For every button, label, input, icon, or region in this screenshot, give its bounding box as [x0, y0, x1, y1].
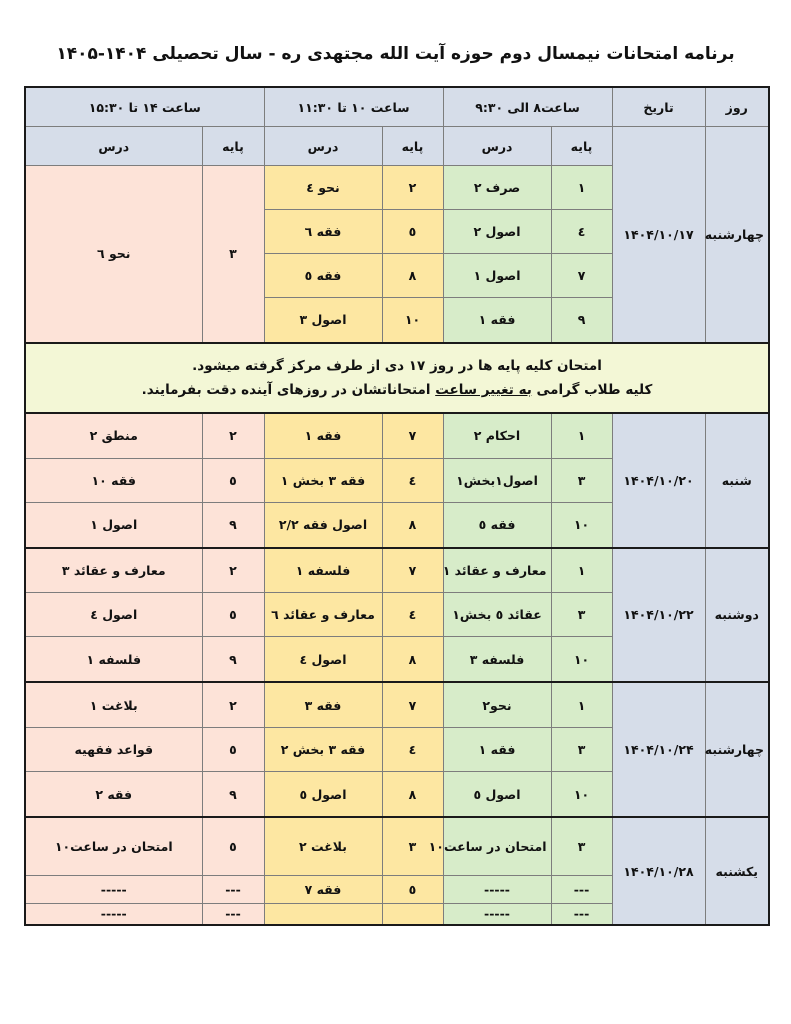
subject-cell: بلاغت ۱ — [25, 682, 202, 727]
level-cell: ٤ — [382, 458, 443, 502]
subject-cell: فلسفه ۱ — [25, 637, 202, 682]
subject-cell: صرف ۲ — [443, 166, 551, 210]
level-cell: ۲ — [382, 166, 443, 210]
date-cell: ۱۴۰۴/۱۰/۲۸ — [612, 817, 705, 925]
date-cell: ۱۴۰۴/۱۰/۲۴ — [612, 682, 705, 817]
level-cell: ۳ — [202, 166, 264, 343]
level-cell: ۷ — [382, 682, 443, 727]
subject-cell: اصول ۳ — [264, 297, 382, 342]
notice-line-1: امتحان کلیه پایه ها در روز ۱۷ دی از طرف مرکز گرفته میشود. — [192, 357, 602, 374]
level-cell: ۸ — [382, 502, 443, 547]
level-cell: ۱ — [551, 166, 612, 210]
table-row — [25, 548, 769, 593]
level-cell: ۱۰ — [551, 502, 612, 547]
subject-cell: عقائد ٥ بخش۱ — [443, 593, 551, 637]
subject-cell: ----- — [443, 903, 551, 925]
notice-underlined-text: به تغییر ساعت — [435, 381, 532, 398]
level-cell: ۲ — [202, 413, 264, 458]
level-cell: --- — [202, 875, 264, 903]
exam-schedule-table — [24, 86, 770, 926]
level-cell: ۲ — [202, 682, 264, 727]
subject-cell: فقه ۳ بخش ۲ — [264, 728, 382, 772]
date-cell: ۱۴۰۴/۱۰/۱۷ — [612, 127, 705, 343]
header-level: پایه — [551, 127, 612, 166]
notice-cell — [25, 343, 769, 413]
subject-cell: ----- — [25, 903, 202, 925]
header-subject: درس — [264, 127, 382, 166]
level-cell: ۹ — [202, 772, 264, 817]
subject-cell: معارف و عقائد ۱ — [443, 548, 551, 593]
level-cell: --- — [551, 903, 612, 925]
level-cell: ۱ — [551, 548, 612, 593]
level-cell: ۱۰ — [551, 772, 612, 817]
subject-cell: اصول ٤ — [264, 637, 382, 682]
subject-cell: بلاغت ۲ — [264, 817, 382, 875]
subject-cell: اصول ۲ — [443, 209, 551, 253]
level-cell: ۸ — [382, 637, 443, 682]
subject-cell: فقه ٦ — [264, 209, 382, 253]
level-cell: ٥ — [382, 209, 443, 253]
level-cell: ۸ — [382, 772, 443, 817]
subject-cell: فقه ۷ — [264, 875, 382, 903]
subject-cell: فقه ٥ — [443, 502, 551, 547]
subject-cell: فقه ۱ — [443, 297, 551, 342]
subject-cell: اصول ۱ — [443, 253, 551, 297]
date-cell: ۱۴۰۴/۱۰/۲۲ — [612, 548, 705, 683]
subject-cell: اصول فقه ۲/۲ — [264, 502, 382, 547]
level-cell: ۹ — [202, 637, 264, 682]
table-row — [25, 682, 769, 727]
level-cell: ٥ — [202, 458, 264, 502]
level-cell: ۳ — [551, 817, 612, 875]
day-cell: شنبه — [705, 413, 769, 548]
level-cell: ٤ — [382, 593, 443, 637]
notice-text: کلیه طلاب گرامی — [531, 381, 653, 398]
level-cell: ٥ — [382, 875, 443, 903]
level-cell: ٥ — [202, 728, 264, 772]
subject-cell: اصول۱بخش۱ — [443, 458, 551, 502]
header-level: پایه — [202, 127, 264, 166]
header-day: روز — [705, 87, 769, 127]
subject-cell: قواعد فقهیه — [25, 728, 202, 772]
subject-cell: فلسفه ۳ — [443, 637, 551, 682]
day-cell: چهارشنبه — [705, 127, 769, 343]
level-cell: ٥ — [202, 817, 264, 875]
subject-cell: فلسفه ۱ — [264, 548, 382, 593]
level-cell: ۱ — [551, 413, 612, 458]
level-cell: --- — [202, 903, 264, 925]
subject-cell: فقه ۱۰ — [25, 458, 202, 502]
subject-cell: فقه ۳ بخش ۱ — [264, 458, 382, 502]
subject-cell: منطق ۲ — [25, 413, 202, 458]
level-cell: ۱ — [551, 682, 612, 727]
subject-cell: اصول ۱ — [25, 502, 202, 547]
header-subject: درس — [443, 127, 551, 166]
subject-cell: امتحان در ساعت۱۰ — [443, 817, 551, 875]
subject-cell: نحو۲ — [443, 682, 551, 727]
level-cell: ۳ — [551, 728, 612, 772]
header-slot2: ساعت ۱۰ تا ۱۱:۳۰ — [264, 87, 443, 127]
subject-cell: نحو ٦ — [25, 166, 202, 343]
level-cell: ۱۰ — [382, 297, 443, 342]
subject-cell: اصول ٥ — [264, 772, 382, 817]
subject-cell — [264, 903, 382, 925]
day-cell: یکشنبه — [705, 817, 769, 925]
level-cell: ۱۰ — [551, 637, 612, 682]
header-row-slots — [25, 87, 769, 127]
notice-row — [25, 343, 769, 413]
level-cell: ٤ — [551, 209, 612, 253]
level-cell: ۳ — [382, 817, 443, 875]
subject-cell: نحو ٤ — [264, 166, 382, 210]
level-cell: ۸ — [382, 253, 443, 297]
level-cell: ٤ — [382, 728, 443, 772]
subject-cell: معارف و عقائد ۳ — [25, 548, 202, 593]
level-cell: ۹ — [202, 502, 264, 547]
subject-cell: فقه ۳ — [264, 682, 382, 727]
table-row — [25, 817, 769, 875]
subject-cell: معارف و عقائد ٦ — [264, 593, 382, 637]
level-cell: ۲ — [202, 548, 264, 593]
header-row-columns — [25, 127, 769, 166]
day-cell: دوشنبه — [705, 548, 769, 683]
level-cell: --- — [551, 875, 612, 903]
subject-cell: فقه ۲ — [25, 772, 202, 817]
notice-line-2 — [30, 378, 764, 402]
level-cell: ۷ — [382, 413, 443, 458]
level-cell: ٥ — [202, 593, 264, 637]
level-cell — [382, 903, 443, 925]
level-cell: ۷ — [551, 253, 612, 297]
level-cell: ۷ — [382, 548, 443, 593]
header-date: تاریخ — [612, 87, 705, 127]
subject-cell: ----- — [443, 875, 551, 903]
subject-cell: فقه ۱ — [443, 728, 551, 772]
subject-cell: فقه ٥ — [264, 253, 382, 297]
header-slot3: ساعت ۱۴ تا ۱۵:۳۰ — [25, 87, 264, 127]
level-cell: ۳ — [551, 458, 612, 502]
level-cell: ۹ — [551, 297, 612, 342]
subject-cell: ----- — [25, 875, 202, 903]
header-level: پایه — [382, 127, 443, 166]
header-slot1: ساعت۸ الی ۹:۳۰ — [443, 87, 612, 127]
subject-cell: اصول ٤ — [25, 593, 202, 637]
subject-cell: فقه ۱ — [264, 413, 382, 458]
day-cell: چهارشنبه — [705, 682, 769, 817]
subject-cell: امتحان در ساعت۱۰ — [25, 817, 202, 875]
subject-cell: اصول ٥ — [443, 772, 551, 817]
notice-text: امتحاناتشان در روزهای آینده دقت بفرمایند. — [141, 381, 436, 398]
page-title: برنامه امتحانات نیمسال دوم حوزه آیت الله مجتهدی ره - سال تحصیلی ۱۴۰۴-۱۴۰۵ — [56, 44, 735, 64]
table-row — [25, 413, 769, 458]
level-cell: ۳ — [551, 593, 612, 637]
date-cell: ۱۴۰۴/۱۰/۲۰ — [612, 413, 705, 548]
subject-cell: احکام ۲ — [443, 413, 551, 458]
header-subject: درس — [25, 127, 202, 166]
